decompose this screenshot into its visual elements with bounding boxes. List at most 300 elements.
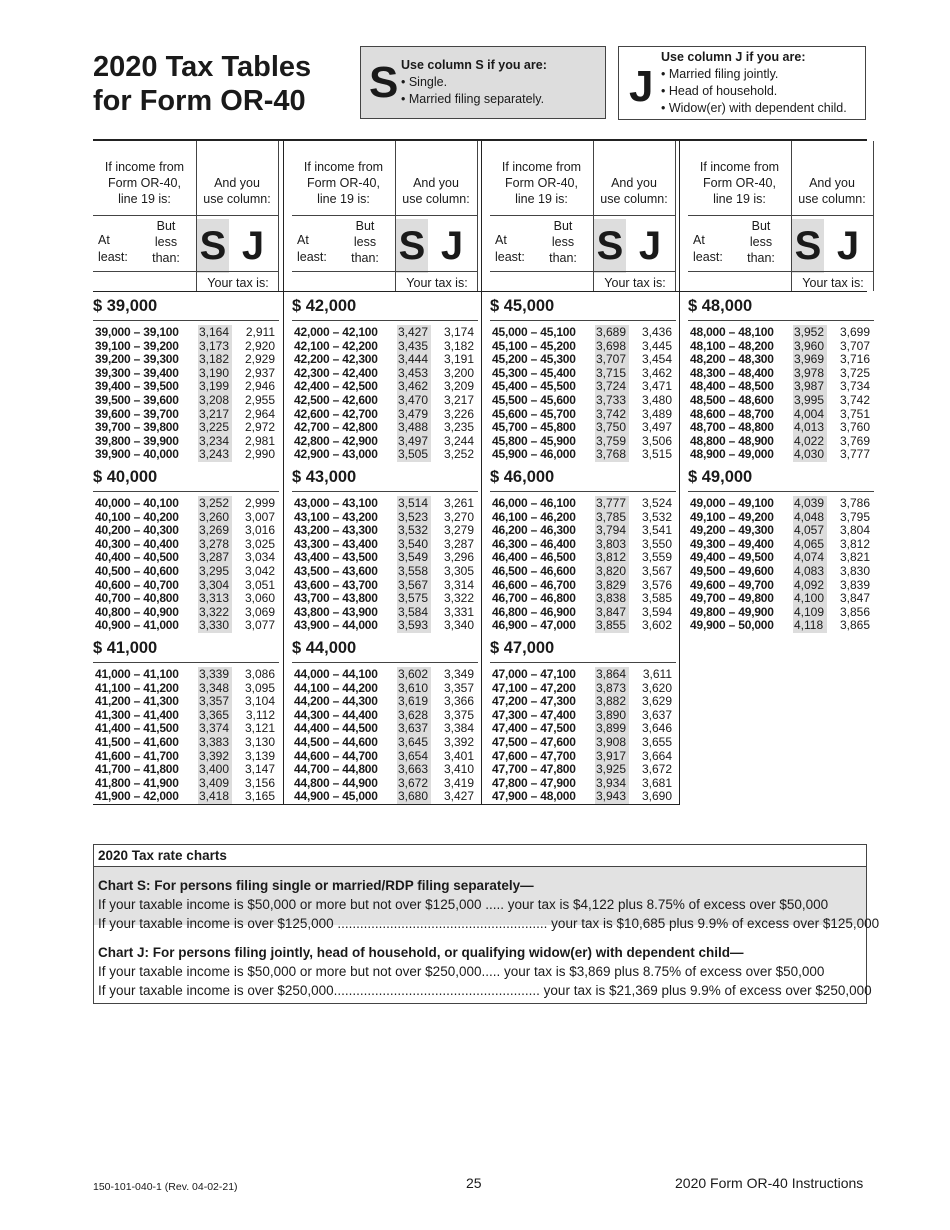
tax-column-s: 4,083 <box>794 563 825 578</box>
tax-column-j: 3,646 <box>641 721 672 736</box>
table-row <box>294 340 477 354</box>
tax-column-j: 3,217 <box>443 392 474 407</box>
income-range: 44,200 – 44,300 <box>294 694 378 709</box>
tax-column-j: 3,559 <box>641 550 672 565</box>
tax-column-j: 3,226 <box>443 406 474 421</box>
income-range: 47,100 – 47,200 <box>492 680 576 695</box>
tax-column-s: 3,435 <box>398 338 429 353</box>
tax-column-j: 3,550 <box>641 536 672 551</box>
income-range: 39,400 – 39,500 <box>95 379 179 394</box>
income-range: 41,900 – 42,000 <box>95 789 179 804</box>
table-row <box>95 326 278 340</box>
table-row <box>294 777 477 791</box>
tax-column-j: 3,777 <box>839 447 870 462</box>
table-row <box>294 668 477 682</box>
at-least-header <box>693 232 728 266</box>
tax-column-j: 3,121 <box>244 721 275 736</box>
income-range: 41,300 – 41,400 <box>95 707 179 722</box>
column-divider <box>283 141 284 805</box>
tax-column-s: 3,698 <box>596 338 627 353</box>
tax-column-s: 4,074 <box>794 550 825 565</box>
income-range: 46,400 – 46,500 <box>492 550 576 565</box>
income-range: 45,300 – 45,400 <box>492 365 576 380</box>
tax-column-j: 3,156 <box>244 775 275 790</box>
income-range-header <box>292 159 395 207</box>
use-header-line: use column: <box>203 192 271 206</box>
at-label: At <box>297 233 309 247</box>
table-row <box>492 497 675 511</box>
at-label: At <box>98 233 110 247</box>
income-header-line: line 19 is: <box>515 192 568 206</box>
table-row <box>294 326 477 340</box>
tax-column-s: 3,575 <box>398 591 429 606</box>
table-row <box>95 763 278 777</box>
income-range: 40,700 – 40,800 <box>95 591 179 606</box>
tax-column-j: 3,165 <box>244 789 275 804</box>
tax-column-s: 3,269 <box>199 523 230 538</box>
legend-column-j <box>618 46 866 120</box>
bracket-heading: $ 43,000 <box>292 468 357 486</box>
tax-bracket-group <box>490 636 676 804</box>
tax-column-s: 3,715 <box>596 365 627 380</box>
income-range: 43,800 – 43,900 <box>294 604 378 619</box>
tax-column-j: 3,086 <box>244 667 275 681</box>
tax-column-s: 4,065 <box>794 536 825 551</box>
tax-column-j: 3,200 <box>443 365 474 380</box>
tax-column-j: 3,812 <box>839 536 870 551</box>
table-row <box>95 538 278 552</box>
tax-column-s: 3,217 <box>199 406 230 421</box>
table-row <box>95 367 278 381</box>
table-row <box>492 682 675 696</box>
at-least-header <box>495 232 530 266</box>
income-range: 48,500 – 48,600 <box>690 392 774 407</box>
table-row <box>690 538 873 552</box>
table-row <box>95 579 278 593</box>
rows-container <box>294 326 477 462</box>
income-range: 49,700 – 49,800 <box>690 591 774 606</box>
use-header-line: use column: <box>402 192 470 206</box>
column-s-label: S <box>197 219 229 273</box>
tax-column-j: 3,366 <box>443 694 474 709</box>
tax-column-j: 3,174 <box>443 325 474 339</box>
income-header-line: If income from <box>699 160 780 174</box>
tax-column-j: 3,716 <box>839 352 870 367</box>
income-range: 49,100 – 49,200 <box>690 509 774 524</box>
table-row <box>492 565 675 579</box>
tax-column-s: 3,890 <box>596 707 627 722</box>
table-row <box>492 538 675 552</box>
income-range: 48,600 – 48,700 <box>690 406 774 421</box>
income-range: 46,700 – 46,800 <box>492 591 576 606</box>
your-tax-label: Your tax is: <box>406 276 468 290</box>
income-range: 47,400 – 47,500 <box>492 721 576 736</box>
tax-column-s: 3,680 <box>398 789 429 804</box>
table-row <box>95 682 278 696</box>
but-label: But <box>751 219 771 233</box>
table-row <box>95 394 278 408</box>
bracket-rows <box>93 662 279 804</box>
income-range: 44,000 – 44,100 <box>294 667 378 681</box>
table-row <box>95 524 278 538</box>
income-range-header <box>490 159 593 207</box>
income-range: 39,300 – 39,400 <box>95 365 179 380</box>
table-row <box>294 790 477 804</box>
tax-column-j: 3,672 <box>641 762 672 777</box>
table-row <box>690 511 873 525</box>
table-row <box>690 592 873 606</box>
tax-bracket-group <box>93 294 279 462</box>
than-label: than: <box>549 251 577 265</box>
table-row <box>492 394 675 408</box>
table-row <box>492 736 675 750</box>
header-divider <box>395 141 396 291</box>
table-row <box>95 497 278 511</box>
income-range: 42,800 – 42,900 <box>294 433 378 448</box>
chart-j-line-1: If your taxable income is $50,000 or more but not over $250,000..... your tax is $3,869 plus 8.75% of excess over $50,000 <box>98 964 825 979</box>
tax-column-j: 3,699 <box>839 325 870 339</box>
tax-column-j: 3,690 <box>641 789 672 804</box>
tax-column-j: 3,629 <box>641 694 672 709</box>
tax-column-j: 3,392 <box>443 734 474 749</box>
rows-container <box>95 497 278 633</box>
tax-column-s: 3,829 <box>596 577 627 592</box>
rows-container <box>95 326 278 462</box>
tax-column-j: 3,375 <box>443 707 474 722</box>
table-row <box>294 367 477 381</box>
income-range: 45,200 – 45,300 <box>492 352 576 367</box>
income-range: 45,400 – 45,500 <box>492 379 576 394</box>
income-range: 42,000 – 42,100 <box>294 325 378 339</box>
tax-column-s: 3,304 <box>199 577 230 592</box>
tax-column-j: 2,929 <box>244 352 275 367</box>
tax-column-s: 3,348 <box>199 680 230 695</box>
header-divider <box>292 271 478 272</box>
tax-column-s: 3,252 <box>199 496 230 510</box>
bracket-rows <box>688 320 874 462</box>
income-range: 40,200 – 40,300 <box>95 523 179 538</box>
table-row <box>690 579 873 593</box>
use-header-line: use column: <box>600 192 668 206</box>
tax-column-j: 3,007 <box>244 509 275 524</box>
than-label: than: <box>152 251 180 265</box>
tax-column-s: 3,199 <box>199 379 230 394</box>
tax-column-s: 3,917 <box>596 748 627 763</box>
income-range: 48,100 – 48,200 <box>690 338 774 353</box>
table-row <box>492 695 675 709</box>
least-label: least: <box>98 250 128 264</box>
tax-column-s: 3,864 <box>596 667 627 681</box>
income-range: 47,700 – 47,800 <box>492 762 576 777</box>
table-row <box>690 524 873 538</box>
income-range: 46,000 – 46,100 <box>492 496 576 510</box>
tax-column-j: 2,920 <box>244 338 275 353</box>
tax-column-s: 3,733 <box>596 392 627 407</box>
tax-column-s: 3,750 <box>596 420 627 435</box>
income-range: 39,500 – 39,600 <box>95 392 179 407</box>
tax-column-s: 3,374 <box>199 721 230 736</box>
tax-column-s: 3,234 <box>199 433 230 448</box>
income-header-line: If income from <box>104 160 185 174</box>
tax-column-s: 3,549 <box>398 550 429 565</box>
income-range: 49,900 – 50,000 <box>690 618 774 633</box>
tax-column-j: 3,594 <box>641 604 672 619</box>
table-row <box>492 606 675 620</box>
column-divider <box>481 141 482 805</box>
use-column-header <box>196 175 278 207</box>
tax-column-s: 3,908 <box>596 734 627 749</box>
tax-column-s: 4,013 <box>794 420 825 435</box>
tax-column-j: 3,480 <box>641 392 672 407</box>
tax-column-j: 3,821 <box>839 550 870 565</box>
income-header-line: If income from <box>501 160 582 174</box>
income-range: 40,400 – 40,500 <box>95 550 179 565</box>
income-range: 47,500 – 47,600 <box>492 734 576 749</box>
tax-column-s: 3,689 <box>596 325 627 339</box>
income-range: 40,800 – 40,900 <box>95 604 179 619</box>
chart-s-heading: Chart S: For persons filing single or married/RDP filing separately— <box>98 878 534 893</box>
tax-column-j: 3,454 <box>641 352 672 367</box>
table-row <box>492 709 675 723</box>
table-row <box>95 511 278 525</box>
tax-column-s: 3,820 <box>596 563 627 578</box>
tax-column-s: 3,838 <box>596 591 627 606</box>
income-range: 43,700 – 43,800 <box>294 591 378 606</box>
table-row <box>690 380 873 394</box>
tax-column-s: 3,260 <box>199 509 230 524</box>
tax-column-j: 3,051 <box>244 577 275 592</box>
legend-column-s <box>360 46 606 119</box>
tax-column-s: 3,365 <box>199 707 230 722</box>
chart-j-line-2: If your taxable income is over $250,000....................................................... your tax is $21,369 plus 9.9% of excess over $250,000 <box>98 983 872 998</box>
use-header-line: And you <box>214 176 260 190</box>
legend-s-heading: Use column S if you are: <box>401 58 547 72</box>
income-range: 45,700 – 45,800 <box>492 420 576 435</box>
tax-column-s: 3,610 <box>398 680 429 695</box>
tax-column-s: 3,925 <box>596 762 627 777</box>
tax-column-s: 3,330 <box>199 618 230 633</box>
page-number: 25 <box>466 1175 482 1191</box>
tax-column-j: 3,401 <box>443 748 474 763</box>
income-range: 41,400 – 41,500 <box>95 721 179 736</box>
tax-column-s: 3,453 <box>398 365 429 380</box>
income-range: 48,000 – 48,100 <box>690 325 774 339</box>
tax-column-j: 3,261 <box>443 496 474 510</box>
at-label: At <box>495 233 507 247</box>
table-row <box>294 682 477 696</box>
tax-column-s: 3,488 <box>398 420 429 435</box>
tax-column-s: 3,602 <box>398 667 429 681</box>
table-row <box>690 367 873 381</box>
table-row <box>294 511 477 525</box>
table-row <box>690 421 873 435</box>
tax-column-j: 3,279 <box>443 523 474 538</box>
table-row <box>95 750 278 764</box>
tax-column-s: 3,759 <box>596 433 627 448</box>
title-line-2: for Form OR-40 <box>93 85 306 117</box>
tax-column-j: 3,112 <box>245 707 275 722</box>
tax-column-j: 3,707 <box>839 338 870 353</box>
tax-column-s: 3,514 <box>398 496 429 510</box>
tax-column-j: 2,964 <box>244 406 275 421</box>
but-less-than-header <box>342 218 388 266</box>
tax-column-j: 3,795 <box>839 509 870 524</box>
tax-column-s: 3,418 <box>199 789 230 804</box>
tax-column-j: 3,139 <box>244 748 275 763</box>
bracket-rows <box>490 491 676 633</box>
column-s-label: S <box>594 219 626 273</box>
tax-column-j: 3,532 <box>641 509 672 524</box>
tax-column-s: 3,978 <box>794 365 825 380</box>
form-code: 150-101-040-1 (Rev. 04-02-21) <box>93 1181 238 1193</box>
income-range: 46,300 – 46,400 <box>492 536 576 551</box>
legend-j-heading: Use column J if you are: <box>661 50 806 64</box>
table-row <box>492 326 675 340</box>
rows-container <box>95 668 278 804</box>
use-column-header <box>791 175 873 207</box>
tax-column-j: 3,305 <box>443 563 474 578</box>
tax-column-s: 3,873 <box>596 680 627 695</box>
tax-column-j: 3,541 <box>641 523 672 538</box>
income-range: 41,500 – 41,600 <box>95 734 179 749</box>
tax-column-j: 3,235 <box>443 420 474 435</box>
income-header-line: Form OR-40, <box>108 176 181 190</box>
table-row <box>690 326 873 340</box>
tax-column-j: 3,060 <box>244 591 275 606</box>
table-row <box>294 763 477 777</box>
tax-column-s: 3,409 <box>199 775 230 790</box>
table-row <box>492 790 675 804</box>
table-row <box>492 408 675 422</box>
tax-column-j: 2,990 <box>244 447 275 462</box>
tax-column-j: 3,839 <box>839 577 870 592</box>
use-header-line: And you <box>611 176 657 190</box>
than-label: than: <box>351 251 379 265</box>
income-range: 49,500 – 49,600 <box>690 563 774 578</box>
bracket-heading: $ 42,000 <box>292 297 357 315</box>
table-row <box>95 709 278 723</box>
table-row <box>294 421 477 435</box>
column-s-label: S <box>396 219 428 273</box>
tax-column-j: 2,972 <box>244 420 275 435</box>
income-range: 44,900 – 45,000 <box>294 789 378 804</box>
bracket-rows <box>292 491 478 633</box>
tax-column-j: 3,497 <box>641 420 672 435</box>
tax-column-s: 3,619 <box>398 694 429 709</box>
table-row <box>95 565 278 579</box>
column-header <box>490 141 676 291</box>
bracket-rows <box>93 491 279 633</box>
table-row <box>492 551 675 565</box>
income-range: 41,100 – 41,200 <box>95 680 179 695</box>
header-divider <box>93 215 279 216</box>
tax-column-s: 3,532 <box>398 523 429 538</box>
header-divider <box>93 271 279 272</box>
tax-column-j: 2,981 <box>244 433 275 448</box>
income-range-header <box>688 159 791 207</box>
at-least-header <box>297 232 332 266</box>
income-range: 49,600 – 49,700 <box>690 577 774 592</box>
tax-column-j: 3,191 <box>443 352 474 367</box>
tax-column-j: 3,847 <box>839 591 870 606</box>
tax-column-j: 3,034 <box>244 550 275 565</box>
tax-column-j: 3,786 <box>839 496 870 510</box>
tax-column-s: 3,943 <box>596 789 627 804</box>
tax-bracket-group <box>688 465 874 633</box>
table-row <box>690 408 873 422</box>
table-row <box>690 497 873 511</box>
income-range: 48,700 – 48,800 <box>690 420 774 435</box>
your-tax-label: Your tax is: <box>802 276 864 290</box>
tax-column-s: 3,812 <box>596 550 627 565</box>
tax-column-j: 3,471 <box>641 379 672 394</box>
income-range: 41,800 – 41,900 <box>95 775 179 790</box>
table-row <box>95 435 278 449</box>
use-column-header <box>593 175 675 207</box>
income-range: 45,800 – 45,900 <box>492 433 576 448</box>
income-range: 40,900 – 41,000 <box>95 618 179 633</box>
income-range: 41,200 – 41,300 <box>95 694 179 709</box>
rows-container <box>492 497 675 633</box>
tax-column-s: 3,427 <box>398 325 429 339</box>
tax-column-j: 3,209 <box>443 379 474 394</box>
rate-charts-title: 2020 Tax rate charts <box>94 845 866 867</box>
rows-container <box>492 668 675 804</box>
tax-column-s: 3,243 <box>199 447 230 462</box>
tax-column-s: 3,164 <box>199 325 230 339</box>
tax-column-s: 3,567 <box>398 577 429 592</box>
table-row <box>294 750 477 764</box>
table-row <box>95 695 278 709</box>
table-row <box>95 551 278 565</box>
tax-column-s: 4,004 <box>794 406 825 421</box>
tax-column-j: 3,506 <box>641 433 672 448</box>
rows-container <box>690 497 873 633</box>
tax-column-j: 3,384 <box>443 721 474 736</box>
legend-j-letter: J <box>629 62 654 111</box>
table-row <box>492 763 675 777</box>
tax-column-s: 3,654 <box>398 748 429 763</box>
table-row <box>95 408 278 422</box>
bracket-rows <box>490 320 676 462</box>
tax-column-j: 3,147 <box>244 762 275 777</box>
tax-column-s: 3,558 <box>398 563 429 578</box>
tax-column-j: 3,524 <box>641 496 672 510</box>
income-range: 42,500 – 42,600 <box>294 392 378 407</box>
income-range: 40,600 – 40,700 <box>95 577 179 592</box>
but-label: But <box>156 219 176 233</box>
tax-column-j: 3,069 <box>244 604 275 619</box>
bracket-rows <box>93 320 279 462</box>
tax-column-s: 3,777 <box>596 496 627 510</box>
table-row <box>294 524 477 538</box>
income-range: 49,400 – 49,500 <box>690 550 774 565</box>
tax-column-s: 3,392 <box>199 748 230 763</box>
title-line-1: 2020 Tax Tables <box>93 51 312 83</box>
income-range: 46,900 – 47,000 <box>492 618 576 633</box>
tax-column-s: 3,969 <box>794 352 825 367</box>
tax-column-j: 3,856 <box>839 604 870 619</box>
tax-column-s: 3,628 <box>398 707 429 722</box>
table-row <box>294 497 477 511</box>
tax-column-s: 4,057 <box>794 523 825 538</box>
income-range: 46,100 – 46,200 <box>492 509 576 524</box>
tax-column-j: 3,734 <box>839 379 870 394</box>
header-divider <box>490 271 676 272</box>
income-range: 48,800 – 48,900 <box>690 433 774 448</box>
tax-column-j: 3,252 <box>443 447 474 462</box>
but-less-than-header <box>540 218 586 266</box>
